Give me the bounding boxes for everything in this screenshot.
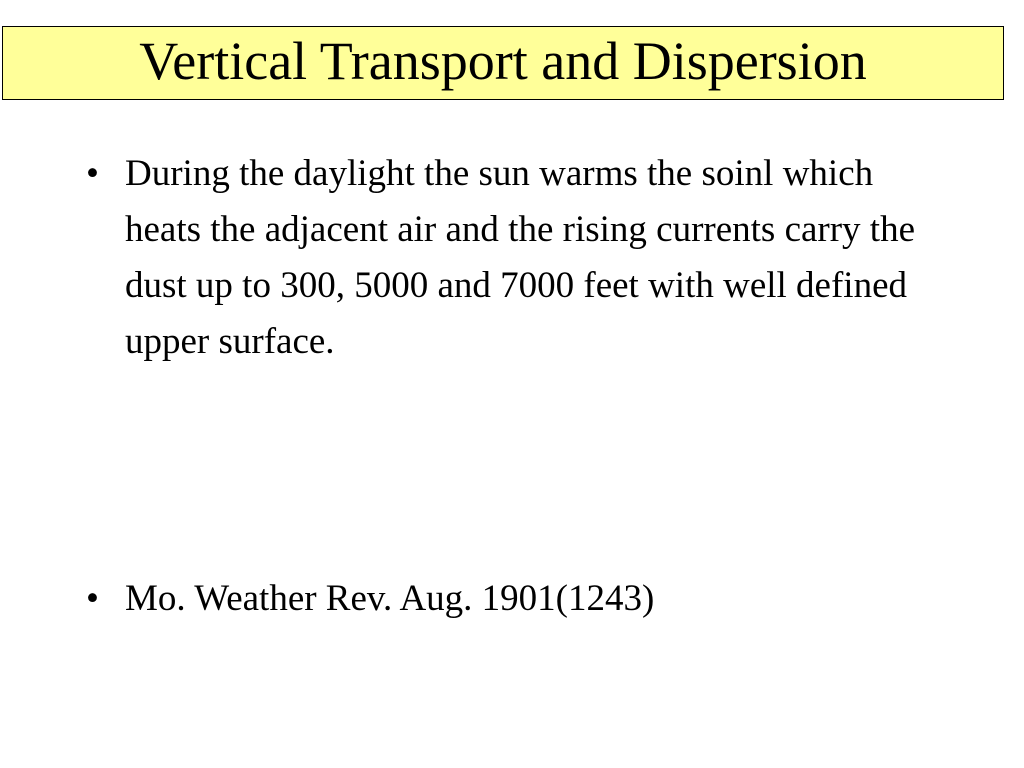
bullet-marker: • <box>86 153 99 194</box>
bullet-item <box>86 571 946 627</box>
bullet-text: During the daylight the sun warms the soinl which heats the adjacent air and the rising currents carry the dust up to 300, 5000 and 7000 feet with well defined upper surface. <box>125 153 916 362</box>
bullet-item <box>86 146 946 370</box>
slide-title: Vertical Transport and Dispersion <box>139 31 867 91</box>
bullet-marker: • <box>86 578 99 619</box>
bullet-text: Mo. Weather Rev. Aug. 1901(1243) <box>125 578 655 619</box>
